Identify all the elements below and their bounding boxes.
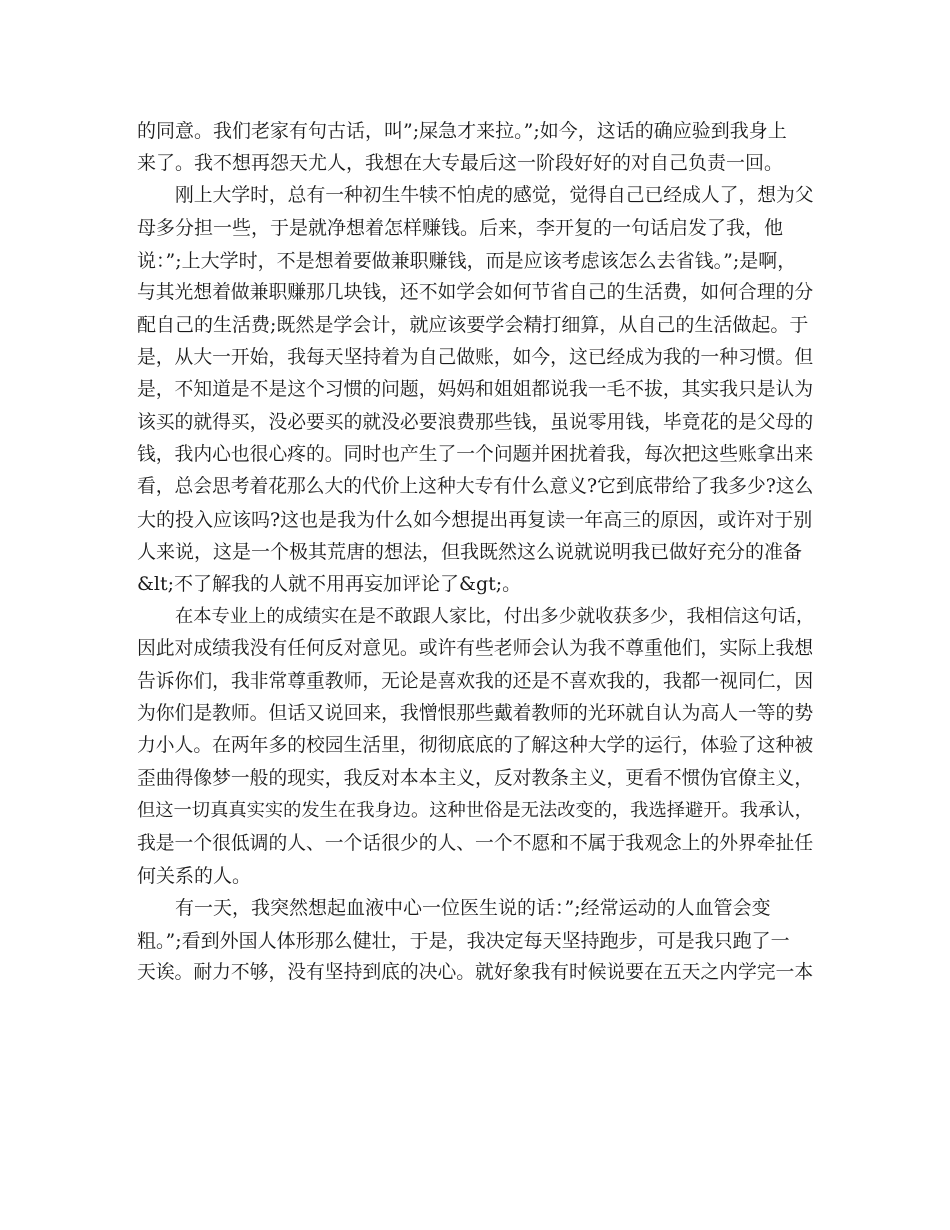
text-line: 何关系的人。	[137, 864, 252, 887]
text-line: 为你们是教师。但话又说回来，我憎恨那些戴着教师的光环就自认为高人一等的势	[137, 703, 814, 725]
paragraph	[137, 180, 817, 601]
text-line: 我是一个很低调的人、一个话很少的人、一个不愿和不属于我观念上的外界牵扯任	[137, 832, 814, 854]
text-line: 与其光想着做兼职赚那几块钱，还不如学会如何节省自己的生活费，如何合理的分	[137, 281, 814, 303]
text-line: 配自己的生活费;既然是学会计，就应该要学会精打细算，从自己的生活做起。于	[137, 314, 809, 337]
text-line: 是，不知道是不是这个习惯的问题，妈妈和姐姐都说我一毛不拔，其实我只是认为	[137, 379, 814, 401]
text-line: 钱，我内心也很心疼的。同时也产生了一个问题并困扰着我，每次把这些账拿出来	[137, 443, 814, 465]
text-line: 告诉你们，我非常尊重教师，无论是喜欢我的还是不喜欢我的，我都一视同仁，因	[137, 670, 814, 692]
paragraph	[137, 115, 817, 180]
paragraph	[137, 601, 817, 893]
text-line: 在本专业上的成绩实在是不敢跟人家比，付出多少就收获多少，我相信这句话，	[175, 605, 815, 627]
text-line: 人来说，这是一个极其荒唐的想法，但我既然这么说就说明我已做好充分的准备	[137, 541, 803, 564]
text-line: 歪曲得像梦一般的现实，我反对本本主义，反对教条主义，更看不惯伪官僚主义，	[137, 767, 814, 789]
text-line: 来了。我不想再怨天尤人，我想在大专最后这一阶段好好的对自己负责一回。	[137, 152, 784, 175]
text-line: 说：”;上大学时，不是想着要做兼职赚钱，而是应该考虑该怎么去省钱。”;是啊，	[137, 249, 797, 272]
text-line: 但这一切真真实实的发生在我身边。这种世俗是无法改变的，我选择避开。我承认，	[137, 800, 813, 822]
text-line: 的同意。我们老家有句古话，叫”;屎急才来拉。”;如今，这话的确应验到我身上	[137, 120, 787, 142]
text-line: 力小人。在两年多的校园生活里，彻彻底底的了解这种大学的运行，体验了这种被	[137, 735, 814, 757]
text-line: 看，总会思考着花那么大的代价上这种大专有什么意义?它到底带给了我多少?这么	[137, 476, 814, 498]
text-line: 母多分担一些，于是就净想着怎样赚钱。后来，李开复的一句话启发了我，他	[137, 217, 784, 240]
text-line: 大的投入应该吗?这也是我为什么如今想提出再复读一年高三的原因，或许对于别	[137, 508, 813, 531]
text-line: 因此对成绩我没有任何反对意见。或许有些老师会认为我不尊重他们，实际上我想	[137, 638, 814, 660]
text-line: 是，从大一开始，我每天坚持着为自己做账，如今，这已经成为我的一种习惯。但	[137, 346, 814, 368]
text-line: 粗。”;看到外国人体形那么健壮，于是，我决定每天坚持跑步，可是我只跑了一	[137, 929, 790, 952]
paragraph	[137, 892, 817, 989]
text-line: &lt;不了解我的人就不用再妄加评论了&gt;。	[137, 573, 522, 596]
document-body	[137, 115, 817, 990]
text-line: 天诶。耐力不够，没有坚持到底的决心。就好象我有时候说要在五天之内学完一本	[137, 962, 814, 984]
text-line: 有一天，我突然想起血液中心一位医生说的话：”;经常运动的人血管会变	[175, 897, 771, 920]
text-line: 该买的就得买，没必要买的就没必要浪费那些钱，虽说零用钱，毕竟花的是父母的	[137, 411, 814, 433]
text-line: 刚上大学时，总有一种初生牛犊不怕虎的感觉，觉得自己已经成人了，想为父	[175, 184, 814, 206]
